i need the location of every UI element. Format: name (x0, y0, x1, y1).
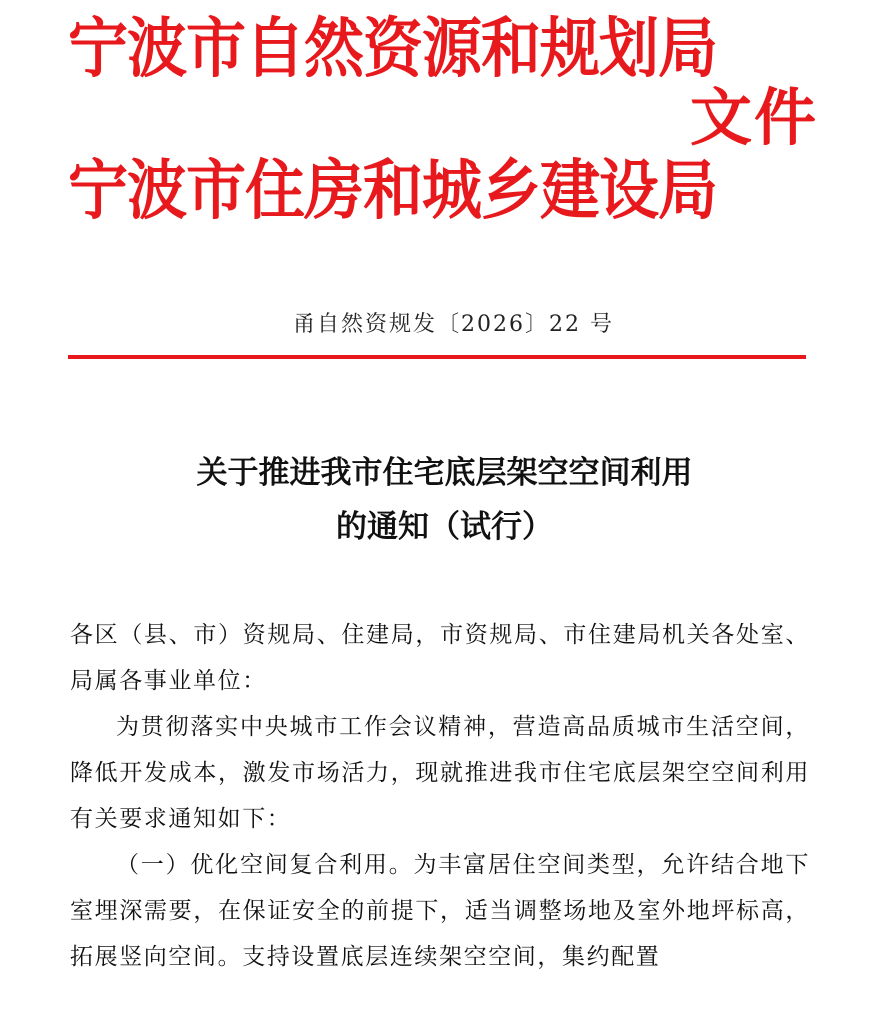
document-title (0, 446, 889, 554)
salutation-text: 各区（县、市）资规局、住建局，市资规局、市住建局机关各处室、局属各事业单位： (70, 622, 810, 694)
issuing-agency-housing: 宁波市住房和城乡建设局 (68, 153, 717, 229)
body-paragraph-2 (70, 842, 810, 980)
document-type-label: 文件 (690, 81, 819, 154)
document-number: 甬自然资规发〔2026〕22 号 (293, 312, 614, 337)
salutation (70, 612, 810, 704)
title-line-1: 关于推进我市住宅底层架空空间利用 (196, 455, 693, 491)
title-line-2: 的通知（试行） (336, 509, 553, 545)
paragraph-1-text: 为贯彻落实中央城市工作会议精神，营造高品质城市生活空间，降低开发成本，激发市场活力，现就推进我市住宅底层架空空间利用有关要求通知如下： (70, 714, 810, 832)
body-paragraph-1 (70, 704, 810, 842)
issuing-agency-natural-resources: 宁波市自然资源和规划局 (68, 11, 717, 87)
red-divider-line (68, 355, 806, 359)
paragraph-2-text: （一）优化空间复合利用。为丰富居住空间类型，允许结合地下室埋深需要，在保证安全的前提下，适当调整场地及室外地坪标高，拓展竖向空间。支持设置底层连续架空空间，集约配置 (70, 852, 810, 970)
